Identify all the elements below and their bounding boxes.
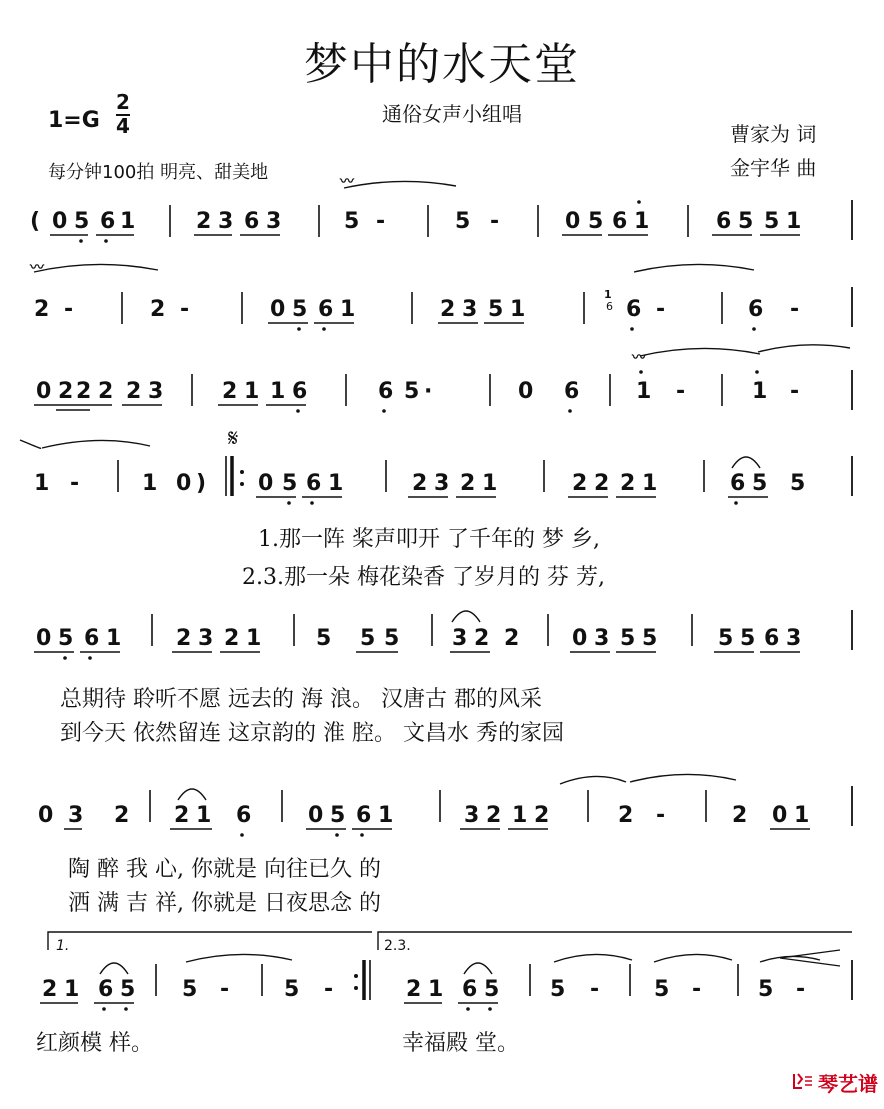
svg-text:3: 3	[198, 626, 214, 651]
svg-text:5: 5	[120, 977, 136, 1002]
svg-text:1: 1	[794, 803, 810, 828]
svg-text:0: 0	[176, 471, 192, 496]
svg-text:-: -	[490, 209, 500, 234]
svg-text:2: 2	[34, 297, 50, 322]
svg-text:5: 5	[182, 977, 198, 1002]
svg-text:1: 1	[512, 803, 528, 828]
svg-text:-: -	[790, 297, 800, 322]
svg-text:5: 5	[488, 297, 504, 322]
svg-text:6: 6	[748, 297, 764, 322]
svg-text:5: 5	[58, 626, 74, 651]
svg-text:6: 6	[318, 297, 334, 322]
svg-text:5: 5	[330, 803, 346, 828]
svg-text:1: 1	[428, 977, 444, 1002]
svg-text:(: (	[30, 209, 41, 234]
lyric-verse1-line3: 陶 醉 我 心, 你就是 向往已久 的	[68, 857, 381, 882]
svg-text:5: 5	[550, 977, 566, 1002]
svg-text:-: -	[324, 977, 334, 1002]
system-7	[40, 932, 852, 1011]
svg-text:3: 3	[218, 209, 234, 234]
svg-text:6: 6	[716, 209, 732, 234]
svg-text:2: 2	[486, 803, 502, 828]
svg-text:1: 1	[328, 471, 344, 496]
svg-text:2: 2	[222, 379, 238, 404]
svg-text:3: 3	[594, 626, 610, 651]
svg-text:6: 6	[84, 626, 100, 651]
svg-text:2: 2	[406, 977, 422, 1002]
ending-2-bracket	[378, 932, 852, 950]
svg-text:2: 2	[76, 379, 92, 404]
svg-text:6: 6	[612, 209, 628, 234]
svg-text:5: 5	[360, 626, 376, 651]
system-3	[34, 345, 852, 413]
svg-text:6: 6	[730, 471, 746, 496]
svg-text:1: 1	[244, 379, 260, 404]
svg-text:1: 1	[482, 471, 498, 496]
svg-text:1: 1	[142, 471, 158, 496]
svg-text:5: 5	[282, 471, 298, 496]
svg-text:-: -	[692, 977, 702, 1002]
svg-text:-: -	[70, 471, 80, 496]
svg-text:5: 5	[455, 209, 471, 234]
svg-text:2: 2	[732, 803, 748, 828]
site-logo-text: 琴艺谱	[818, 1072, 878, 1096]
svg-text:3: 3	[148, 379, 164, 404]
svg-text:0: 0	[565, 209, 581, 234]
tempo-marking: 每分钟100拍 明亮、甜美地	[48, 162, 269, 183]
svg-text:〰: 〰	[30, 260, 44, 276]
ending-2-label: 2.3.	[384, 938, 411, 954]
svg-text:1: 1	[786, 209, 802, 234]
svg-text:1: 1	[270, 379, 286, 404]
svg-text:2: 2	[196, 209, 212, 234]
svg-text:2: 2	[474, 626, 490, 651]
system-1	[30, 174, 852, 243]
svg-text:6: 6	[236, 803, 252, 828]
svg-text:5: 5	[384, 626, 400, 651]
svg-text:2: 2	[150, 297, 166, 322]
svg-text:2: 2	[114, 803, 130, 828]
svg-text:-: -	[220, 977, 230, 1002]
svg-text:2: 2	[174, 803, 190, 828]
svg-text:·: ·	[424, 379, 433, 404]
svg-text:2: 2	[412, 471, 428, 496]
svg-text:2: 2	[58, 379, 74, 404]
svg-text:-: -	[376, 209, 386, 234]
svg-text:6: 6	[244, 209, 260, 234]
lyric-verse2-line3: 洒 满 吉 祥, 你就是 日夜思念 的	[68, 891, 381, 916]
svg-text:2: 2	[176, 626, 192, 651]
svg-text:3: 3	[462, 297, 478, 322]
svg-text:): )	[196, 471, 207, 496]
lyric-verse1-line2: 总期待 聆听不愿 远去的 海 浪。 汉唐古 郡的风采	[60, 687, 542, 712]
song-title: 梦中的水天堂	[304, 39, 580, 90]
svg-text:3: 3	[452, 626, 468, 651]
system-5	[34, 610, 852, 660]
svg-text:6: 6	[306, 471, 322, 496]
svg-text:6: 6	[356, 803, 372, 828]
svg-text:6: 6	[606, 300, 613, 313]
svg-text:-: -	[656, 803, 666, 828]
svg-text:2: 2	[534, 803, 550, 828]
svg-text:0: 0	[258, 471, 274, 496]
lyric-ending1: 红颜模 样。	[36, 1031, 153, 1056]
svg-text:-: -	[656, 297, 666, 322]
svg-text:0: 0	[270, 297, 286, 322]
svg-text:2: 2	[460, 471, 476, 496]
svg-text:5: 5	[292, 297, 308, 322]
svg-text:-: -	[590, 977, 600, 1002]
svg-text:3: 3	[786, 626, 802, 651]
svg-text:5: 5	[284, 977, 300, 1002]
svg-text:3: 3	[266, 209, 282, 234]
svg-text:3: 3	[464, 803, 480, 828]
svg-text:6: 6	[98, 977, 114, 1002]
svg-text:2: 2	[440, 297, 456, 322]
svg-text:5: 5	[758, 977, 774, 1002]
svg-text:-: -	[64, 297, 74, 322]
svg-text:2: 2	[42, 977, 58, 1002]
svg-text:5: 5	[642, 626, 658, 651]
ending-1-label: 1.	[56, 938, 70, 954]
composer-credit: 金宇华 曲	[730, 156, 817, 180]
svg-text:〰: 〰	[340, 174, 354, 190]
svg-text:2: 2	[98, 379, 114, 404]
svg-text:-: -	[790, 379, 800, 404]
svg-text:6: 6	[764, 626, 780, 651]
svg-text:3: 3	[434, 471, 450, 496]
svg-text:0: 0	[572, 626, 588, 651]
svg-text:1: 1	[752, 379, 768, 404]
svg-text:2: 2	[224, 626, 240, 651]
key-signature: 1=G	[48, 108, 100, 133]
svg-text:0: 0	[36, 379, 52, 404]
lyric-verse1-line1: 1.那一阵 桨声叩开 了千年的 梦 乡,	[258, 527, 600, 552]
system-4	[20, 424, 852, 505]
system-2	[29, 260, 852, 331]
svg-text:2: 2	[504, 626, 520, 651]
svg-text:5: 5	[718, 626, 734, 651]
system-6	[38, 774, 852, 836]
svg-text:2: 2	[572, 471, 588, 496]
svg-text:2: 2	[594, 471, 610, 496]
svg-text:6: 6	[100, 209, 116, 234]
svg-text:0: 0	[772, 803, 788, 828]
svg-text:5: 5	[404, 379, 420, 404]
svg-text:1: 1	[196, 803, 212, 828]
svg-text:2: 2	[126, 379, 142, 404]
time-signature-bottom: 4	[116, 114, 130, 138]
svg-text:5: 5	[344, 209, 360, 234]
svg-text:5: 5	[790, 471, 806, 496]
svg-text:5: 5	[752, 471, 768, 496]
svg-text:1: 1	[378, 803, 394, 828]
svg-text:1: 1	[340, 297, 356, 322]
ending-1-bracket	[48, 932, 372, 950]
svg-text:1: 1	[106, 626, 122, 651]
svg-text:5: 5	[74, 209, 90, 234]
svg-text:〰: 〰	[632, 350, 646, 366]
site-logo-icon	[792, 1071, 814, 1091]
svg-text:5: 5	[738, 209, 754, 234]
svg-text:1: 1	[634, 209, 650, 234]
svg-text:2: 2	[618, 803, 634, 828]
svg-text:1: 1	[510, 297, 526, 322]
svg-text:1: 1	[604, 288, 612, 301]
svg-text:1: 1	[34, 471, 50, 496]
svg-text:-: -	[796, 977, 806, 1002]
svg-text:1: 1	[642, 471, 658, 496]
time-signature-top: 2	[116, 90, 130, 114]
svg-text:6: 6	[626, 297, 642, 322]
svg-text:5: 5	[654, 977, 670, 1002]
svg-text:5: 5	[316, 626, 332, 651]
svg-text:0: 0	[36, 626, 52, 651]
svg-text:0: 0	[52, 209, 68, 234]
subtitle: 通俗女声小组唱	[382, 102, 522, 126]
lyricist-credit: 曹家为 词	[730, 122, 817, 146]
svg-text:1: 1	[636, 379, 652, 404]
svg-text:3: 3	[68, 803, 84, 828]
svg-text:1: 1	[246, 626, 262, 651]
svg-text:6: 6	[462, 977, 478, 1002]
svg-text:0: 0	[308, 803, 324, 828]
svg-text:-: -	[676, 379, 686, 404]
svg-text:6: 6	[292, 379, 308, 404]
svg-text:2: 2	[620, 471, 636, 496]
svg-text:5: 5	[588, 209, 604, 234]
svg-text:5: 5	[484, 977, 500, 1002]
svg-text:5: 5	[620, 626, 636, 651]
svg-text:6: 6	[564, 379, 580, 404]
svg-text:5: 5	[740, 626, 756, 651]
lyric-verse2-line2: 到今天 依然留连 这京韵的 淮 腔。 文昌水 秀的家园	[60, 721, 564, 746]
svg-text:-: -	[180, 297, 190, 322]
lyric-verse2-line1: 2.3.那一朵 梅花染香 了岁月的 芬 芳,	[242, 565, 605, 590]
lyric-ending2: 幸福殿 堂。	[402, 1031, 519, 1056]
svg-text:0: 0	[38, 803, 54, 828]
svg-text:1: 1	[120, 209, 136, 234]
svg-text:1: 1	[64, 977, 80, 1002]
svg-text:0: 0	[518, 379, 534, 404]
segno-icon: 𝄋	[228, 424, 239, 452]
svg-text:5: 5	[764, 209, 780, 234]
svg-text:6: 6	[378, 379, 394, 404]
